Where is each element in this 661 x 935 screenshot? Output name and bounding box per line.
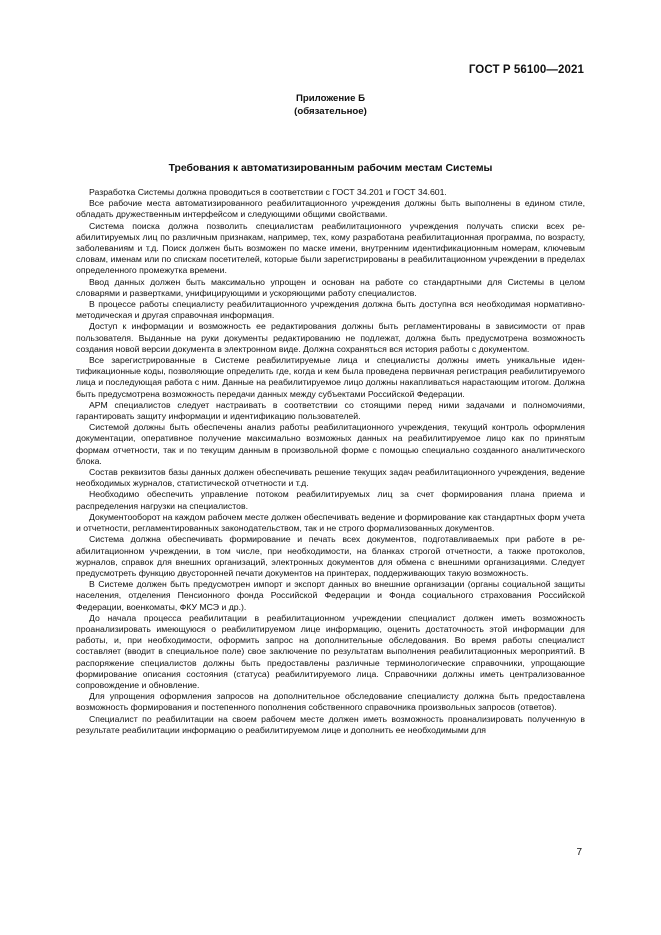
paragraph: Системой должны быть обеспечены анализ работы реабилитационного учреждения, текущий контроль оформления документации, оперативное получение максимально возможных данных на реабилитируемое лицо как по принятым формам отчетности, так и по текущим данным в произвольной форме с помощью специально созданного аналитического блока. [76,422,585,466]
paragraph: Доступ к информации и возможность ее редактирования должны быть регламентированы в зависимости от прав пользователя. Выданные на руки документы редактированию не подлежат, должна быть предусмотрена возможность создания новой версии документа в электронном виде. Должна сохраняться вся история работы с документом. [76,321,585,354]
paragraph: Все зарегистрированные в Системе реабилитируемые лица и специалисты должны иметь уникальные идентификационные коды, позволяющие определить где, когда и кем была проведена первичная регистрация реабилитируемого лица и последующая работа с ним. Данные на реабилитируемое лицо должны накапливаться нарастающим итогом. Должна быть предусмотрена возможность передачи данных между субъектами Российской Федерации. [76,355,585,399]
document-code: ГОСТ Р 56100—2021 [468,64,584,76]
paragraph: Все рабочие места автоматизированного реабилитационного учреждения должны быть выполнены в едином стиле, обладать дружественным интерфейсом и следующими общими свойствами. [76,198,585,220]
paragraph: Документооборот на каждом рабочем месте должен обеспечивать ведение и формирование как стандартных форм учета и отчетности, регламентированных законодательством, так и не строго формализованных документов. [76,511,585,534]
paragraph: Ввод данных должен быть максимально упрощен и основан на работе со стандартными для Системы в целом словарями и развертками, унифицирующими и ускоряющими работу специалистов. [76,276,585,298]
page-number: 7 [576,847,582,858]
annex-status: (обязательное) [294,106,367,117]
paragraph: Для упрощения оформления запросов на дополнительное обследование специалисту должна быть предоставлена возможность формирования и постепенного пополнения собственного справочника произвольных запросов (ответов). [76,691,585,713]
paragraph: АРМ специалистов следует настраивать в соответствии со стоящими перед ними задачами и полномочиями, гарантировать защиту информации и идентификацию пользователей. [76,399,585,422]
paragraph: Система должна обеспечивать формирование и печать всех документов, подготавливаемых при работе в реабилитационном учреждении, в том числе, при необходимости, на бланках строгой отчетности, а также протоколов, журналов, справок для внешних организаций, электронных документов для обмена с внешними организациями. Следует предусмотреть функцию двусторонней печати документов на принтерах, поддерживающих такую возможность. [76,534,585,578]
paragraph: Состав реквизитов базы данных должен обеспечивать решение текущих задач реабилитационного учреждения, ведение необходимых журналов, статистической отчетности и т.д. [76,467,585,489]
body-text [76,187,585,736]
paragraph: Необходимо обеспечить управление потоком реабилитируемых лиц за счет формирования плана приема и распределения нагрузки на специалистов. [76,489,585,511]
paragraph: Разработка Системы должна проводиться в соответствии с ГОСТ 34.201 и ГОСТ 34.601. [89,187,447,197]
annex-title: Приложение Б [296,93,365,104]
paragraph: Специалист по реабилитации на своем рабочем месте должен иметь возможность проанализировать полученную в результате реабилитации информацию о реабилитируемом лице и дополнить ее необходимыми для [76,713,585,735]
paragraph: Система поиска должна позволить специалистам реабилитационного учреждения получать списки всех реабилитируемых лиц по различным признакам, например, тех, кому разработана реабилитационная программа, по возрасту, заболеваниям и т.д. Поиск должен быть возможен по маске имени, внутренним идентификационным номерам, ключевым словам, именам или по спискам посетителей, которые были зарегистрированы в реабилитационном учреждении в пределах определенного промежутка времени. [76,220,585,276]
paragraph: В процессе работы специалисту реабилитационного учреждения должна быть доступна вся необходимая нормативно-методическая и другая справочная информация. [76,299,585,321]
section-title: Требования к автоматизированным рабочим местам Системы [168,163,493,174]
paragraph: До начала процесса реабилитации в реабилитационном учреждении специалист должен иметь возможность проанализировать имеющуюся о реабилитируемом лице информацию, оценить достаточность этой информации для работы, и, при необходимости, оформить запрос на дополнительные обследования. Во время работы специалист составляет (вводит в специальное поле) свое заключение по результатам выполнения реабилитационных мероприятий. В распоряжение специалистов должны быть предоставлены различные терминологические справочники, упрощающие формирование описания состояния (статуса) реабилитируемого лица. Справочники должны иметь централизованное сопровождение и обновление. [76,612,585,690]
paragraph: В Системе должен быть предусмотрен импорт и экспорт данных во внешние организации (органы социальной защиты населения, отделения Пенсионного фонда Российской Федерации и Фонда социального страхования Российской Федерации, военкоматы, ФКУ МСЭ и др.). [76,579,585,612]
